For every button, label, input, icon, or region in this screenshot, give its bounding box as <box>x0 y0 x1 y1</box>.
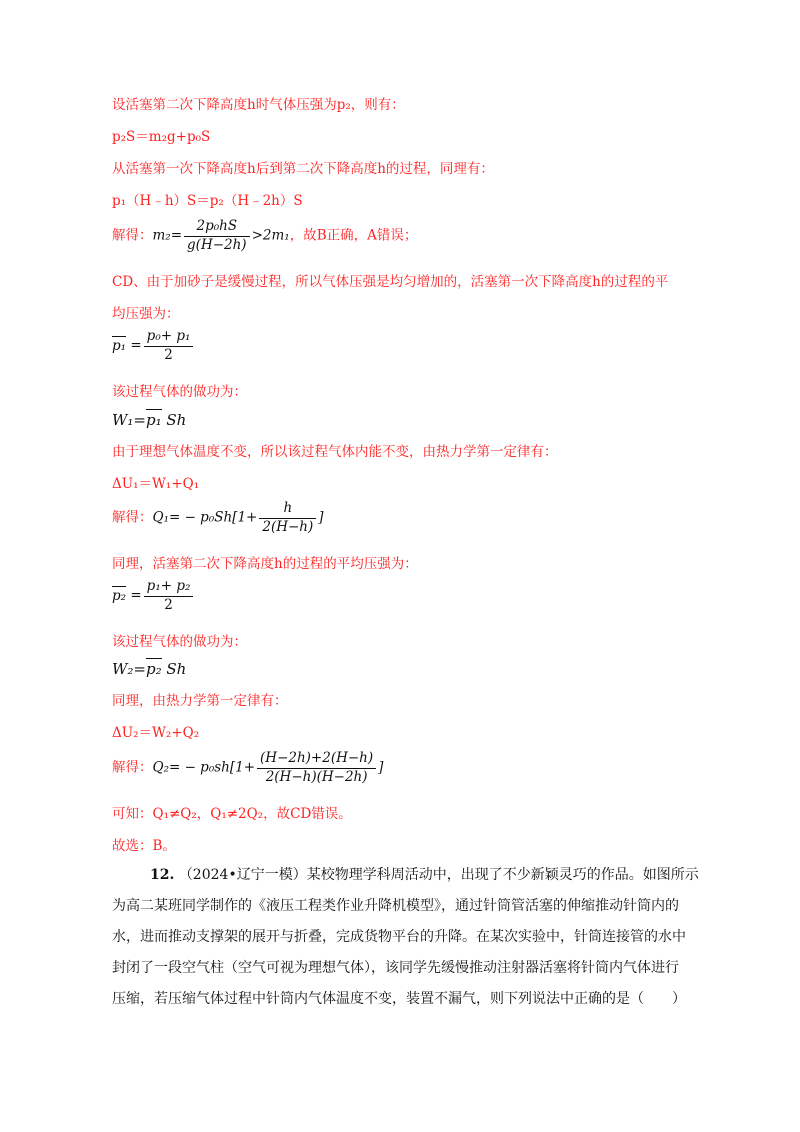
cd-analysis-line-1: CD、由于加砂子是缓慢过程，所以气体压强是均匀增加的，活塞第一次下降高度h的过程的平 <box>112 274 669 290</box>
q2-lhs: Q₂= − p₀sh[1+ <box>152 759 256 776</box>
solution-line-1: 设活塞第二次下降高度h时气体压强为p₂，则有： <box>112 97 405 113</box>
avg-p2-denominator: 2 <box>164 596 173 613</box>
q1-numerator: h <box>259 502 316 519</box>
same-avg-line: 同理，活塞第二次下降高度h的过程的平均压强为： <box>112 556 418 572</box>
m2-fraction <box>184 220 250 252</box>
question-number: 12. <box>150 867 175 883</box>
solution-line-3: 从活塞第一次下降高度h后到第二次下降高度h的过程，同理有： <box>112 161 494 177</box>
m2-rhs: >2m₁ <box>251 227 290 244</box>
same-thermo-line: 同理，由热力学第一定律有： <box>112 693 288 709</box>
avg-p1-numerator: p₀+ p₁ <box>144 330 194 347</box>
avg-p1-symbol: p₁ <box>112 337 127 354</box>
question-12-line-5: 压缩，若压缩气体过程中针筒内气体温度不变，装置不漏气，则下列说法中正确的是（ ） <box>112 991 686 1007</box>
knowable-line: 可知：Q₁≠Q₂，Q₁≠2Q₂，故CD错误。 <box>112 806 352 822</box>
m2-lhs: m₂= <box>152 227 183 244</box>
equation-p2-balance: p₂S＝m₂g+p₀S <box>112 129 211 145</box>
avg-p2-numerator: p₁+ p₂ <box>144 580 194 597</box>
du1-equation: ΔU₁＝W₁+Q₁ <box>112 476 200 492</box>
work1-label: 该过程气体的做功为： <box>112 384 247 400</box>
question-12-line-3: 水，进而推动支撑架的展开与折叠，完成货物平台的升降。在某次实验中，针筒连接管的水中 <box>112 929 686 945</box>
w1-rest: Sh <box>166 411 187 429</box>
question-12-line-1 <box>112 860 712 891</box>
w1-equation <box>112 413 186 428</box>
du2-equation: ΔU₂＝W₂+Q₂ <box>112 725 200 741</box>
w1-pbar: p₁ <box>146 411 162 429</box>
question-12-line-2: 为高二某班同学制作的《液压工程类作业升降机模型》，通过针筒管活塞的伸缩推动针筒内的 <box>112 898 679 914</box>
solve-q2-row <box>112 752 383 784</box>
avg-p1-denominator: 2 <box>164 346 173 363</box>
q1-lhs: Q₁= − p₀Sh[1+ <box>152 509 258 526</box>
w2-rest: Sh <box>166 660 187 678</box>
work2-label: 该过程气体的做功为： <box>112 634 247 650</box>
solve-q1-row <box>112 502 324 534</box>
cd-analysis-line-2: 均压强为： <box>112 306 180 322</box>
question-12-line-4: 封闭了一段空气柱（空气可视为理想气体），该同学先缓慢推动注射器活塞将针筒内气体进行 <box>112 960 679 976</box>
q2-numerator: (H−2h)+2(H−h) <box>257 752 376 769</box>
question-12-text-1: （2024•辽宁一模）某校物理学科周活动中，出现了不少新颖灵巧的作品。如图所示 <box>178 867 699 883</box>
equation-boyle-step2: p₁（H﹣h）S＝p₂（H﹣2h）S <box>112 193 303 209</box>
w2-lhs: W₂= <box>112 660 146 678</box>
w1-lhs: W₁= <box>112 411 146 429</box>
q2-close-bracket: ] <box>378 759 384 776</box>
avg-p2-fraction <box>144 580 194 612</box>
solve-label: 解得： <box>112 227 153 244</box>
m2-numerator: 2p₀hS <box>184 220 250 237</box>
w2-pbar: p₂ <box>146 660 162 678</box>
q2-fraction <box>257 752 376 784</box>
avg-p1-row: p₁ = $\frac{\text{p₀+ p₁}}{2}$ <box>112 330 195 362</box>
q1-close-bracket: ] <box>318 509 324 526</box>
m2-denominator: g(H−2h) <box>187 236 247 253</box>
question-12 <box>112 860 712 1015</box>
m2-conclusion: ，故B正确，A错误； <box>289 227 418 244</box>
avg-p1-fraction <box>144 330 194 362</box>
w2-equation <box>112 662 186 677</box>
q2-denominator: 2(H−h)(H−2h) <box>265 768 368 785</box>
q1-fraction <box>259 502 316 534</box>
internal-energy-line: 由于理想气体温度不变，所以该过程气体内能不变，由热力学第一定律有： <box>112 444 558 460</box>
answer-line: 故选：B。 <box>112 838 176 854</box>
avg-p2-row: p₂ = $\frac{\text{p₁+ p₂}}{2}$ <box>112 580 195 612</box>
solve-q1-label: 解得： <box>112 509 153 526</box>
solve-q2-label: 解得： <box>112 759 153 776</box>
avg-p2-symbol: p₂ <box>112 587 127 604</box>
solve-m2-row <box>112 220 417 252</box>
q1-denominator: 2(H−h) <box>262 518 314 535</box>
